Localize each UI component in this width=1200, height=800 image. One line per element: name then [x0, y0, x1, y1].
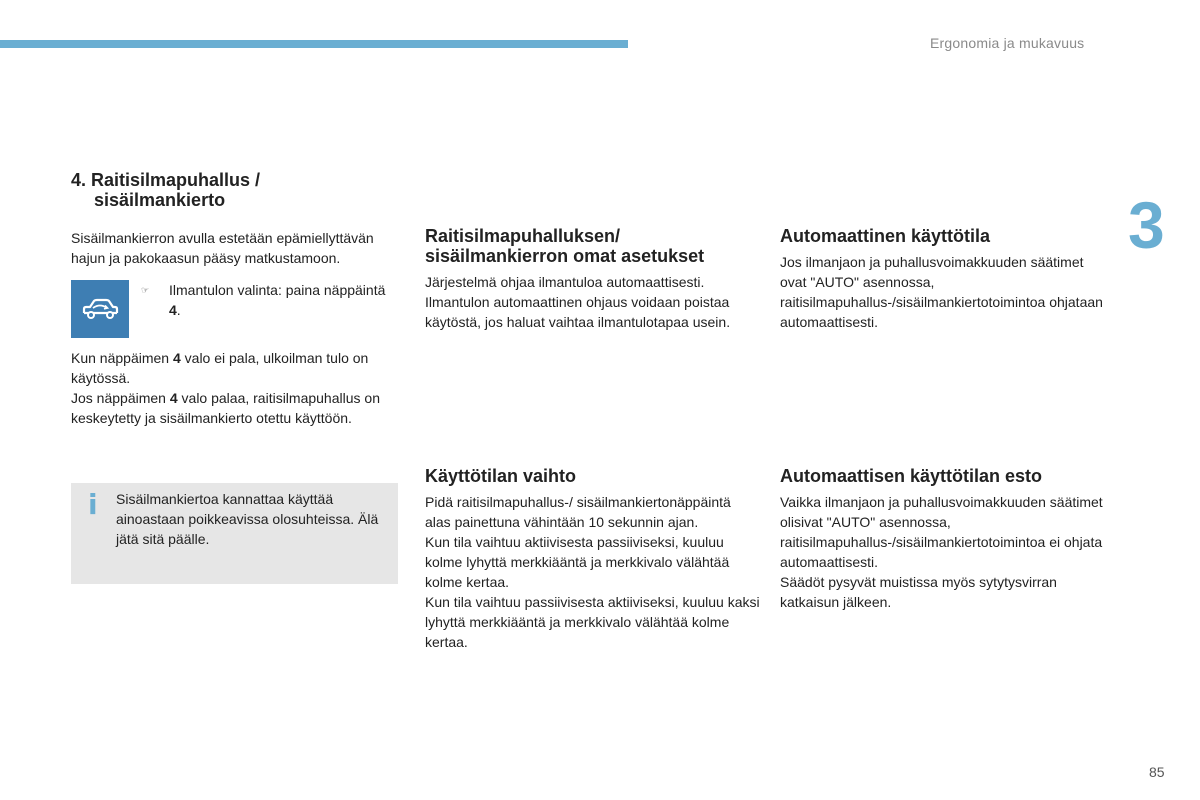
- text-part: Kun näppäimen: [71, 350, 173, 366]
- mode-switch-text-3: Kun tila vaihtuu passiivisesta aktiiviseksi, kuuluu kaksi lyhyttä merkkiääntä ja merkkivalo välähtää kolme kertaa.: [425, 594, 760, 650]
- car-air-recirculation-icon: [71, 280, 129, 338]
- bullet-text: [169, 280, 399, 320]
- header-accent-bar: [0, 40, 628, 48]
- auto-mode-text: Jos ilmanjaon ja puhallusvoimakkuuden säätimet ovat "AUTO" asennossa, raitisilmapuhallus-/sisäilmankiertotoimintoa ohjataan automaattisesti.: [780, 254, 1103, 330]
- chapter-number: 3: [1128, 188, 1165, 262]
- heading-line-1: 4. Raitisilmapuhallus /: [71, 170, 261, 190]
- mode-switch-text-1: Pidä raitisilmapuhallus-/ sisäilmankiertonäppäintä alas painettuna vähintään 10 sekunnin ajan.: [425, 494, 731, 530]
- text-part: Jos näppäimen: [71, 390, 170, 406]
- own-settings-text: Järjestelmä ohjaa ilmantuloa automaattisesti. Ilmantulon automaattinen ohjaus voidaan poistaa käytöstä, jos haluat vaihtaa ilmantulotapaa usein.: [425, 274, 731, 330]
- recirculation-section: [71, 170, 401, 428]
- info-note-text: Sisäilmankiertoa kannattaa käyttää ainoastaan poikkeavissa olosuhteissa. Älä jätä sitä päälle.: [116, 491, 379, 547]
- bullet-text-end: .: [176, 302, 181, 318]
- info-note-box: [71, 483, 398, 584]
- text-part: valo palaa, raitisilmapuhallus on keskeytetty ja sisäilmankierto otettu käyttöön.: [71, 390, 380, 426]
- mode-switch-heading: Käyttötilan vaihto: [425, 466, 577, 486]
- key-number: 4: [169, 390, 178, 406]
- key-number: 4: [172, 350, 181, 366]
- bullet-text-part: Ilmantulon valinta: paina näppäintä: [169, 282, 386, 298]
- auto-mode-lock-section: [780, 466, 1110, 612]
- text-part: valo ei pala, ulkoilman tulo on käytössä.: [71, 350, 369, 386]
- bullet-key-number: 4: [169, 302, 177, 318]
- section-title: Ergonomia ja mukavuus: [930, 35, 1085, 51]
- own-settings-heading: Raitisilmapuhalluksen/ sisäilmankierron omat asetukset: [425, 226, 705, 266]
- section-heading: [71, 170, 401, 210]
- status-off-text: [71, 348, 401, 388]
- mode-switch-section: [425, 466, 760, 652]
- auto-mode-lock-text-2: Säädöt pysyvät muistissa myös sytytysvirran katkaisun jälkeen.: [780, 574, 1057, 610]
- mode-switch-text-2: Kun tila vaihtuu aktiivisesta passiiviseksi, kuuluu kolme lyhyttä merkkiääntä ja merkkivalo välähtää kolme kertaa.: [425, 534, 730, 590]
- own-settings-section: [425, 226, 760, 332]
- auto-mode-lock-heading: Automaattisen käyttötilan esto: [780, 466, 1043, 486]
- info-icon: i: [88, 488, 98, 521]
- page-number: 85: [1149, 764, 1165, 780]
- intro-text: Sisäilmankierron avulla estetään epämiellyttävän hajun ja pakokaasun pääsy matkustamoon.: [71, 230, 374, 266]
- heading-line-2: sisäilmankierto: [94, 190, 226, 210]
- auto-mode-section: [780, 226, 1110, 332]
- bullet-pointer-icon: ☞: [141, 285, 150, 295]
- status-on-text: [71, 388, 401, 428]
- auto-mode-heading: Automaattinen käyttötila: [780, 226, 991, 246]
- auto-mode-lock-text-1: Vaikka ilmanjaon ja puhallusvoimakkuuden säätimet olisivat "AUTO" asennossa, raitisilmapuhallus-/sisäilmankiertotoimintoa ei ohjata automaattisesti.: [780, 494, 1103, 570]
- button-instruction: [71, 280, 401, 338]
